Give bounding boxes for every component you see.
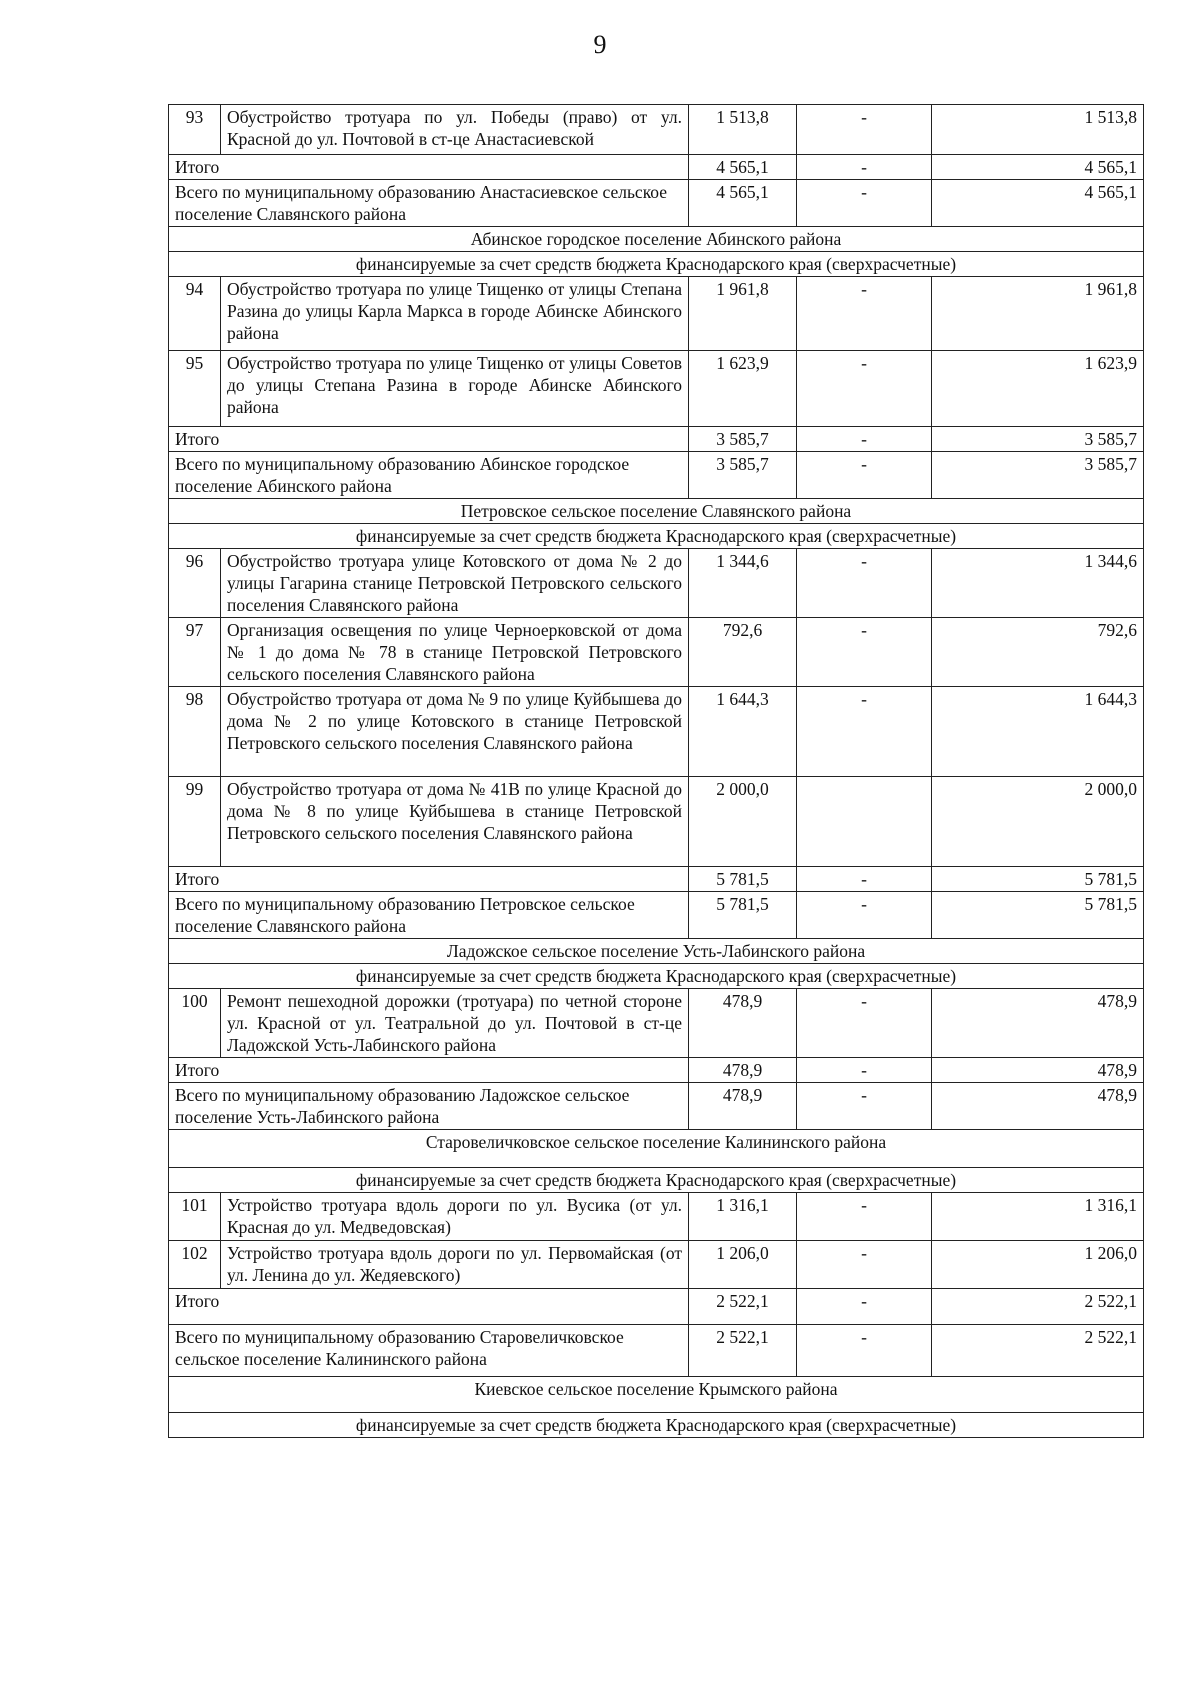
budget-table-body [169,105,1144,1438]
total-amount-second: - [797,1325,932,1377]
item-description: Обустройство тротуара улице Котовского от дома № 2 до улицы Гагарина станице Петровской Петровского сельского поселения Славянского района [221,549,689,618]
section-title: Абинское городское поселение Абинского района [169,227,1144,252]
total-amount-total: 478,9 [932,1083,1144,1130]
item-number: 95 [169,351,221,427]
item-amount-total: 1 206,0 [932,1241,1144,1289]
total-amount: 2 522,1 [689,1289,797,1325]
item-row [169,277,1144,351]
item-amount-second: - [797,687,932,777]
total-amount: 2 522,1 [689,1325,797,1377]
item-amount-second: - [797,1241,932,1289]
item-amount-total: 792,6 [932,618,1144,687]
item-description: Обустройство тротуара по улице Тищенко от улицы Степана Разина до улицы Карла Маркса в городе Абинске Абинского района [221,277,689,351]
total-amount-total: 2 522,1 [932,1289,1144,1325]
total-label: Всего по муниципальному образованию Старовеличковское сельское поселение Калининского района [169,1325,689,1377]
section-row [169,1130,1144,1168]
item-number: 94 [169,277,221,351]
item-number: 100 [169,989,221,1058]
section-row [169,939,1144,964]
total-amount-second: - [797,427,932,452]
total-amount-second: - [797,1058,932,1083]
item-amount-second: - [797,105,932,155]
item-amount-second: - [797,618,932,687]
total-row [169,1083,1144,1130]
item-amount-second: - [797,277,932,351]
total-amount-total: 4 565,1 [932,180,1144,227]
page-number: 9 [593,30,607,59]
total-amount: 3 585,7 [689,427,797,452]
total-label: Всего по муниципальному образованию Ладожское сельское поселение Усть-Лабинского района [169,1083,689,1130]
total-row [169,892,1144,939]
subsection-row [169,1168,1144,1193]
total-amount: 5 781,5 [689,867,797,892]
total-amount-total: 4 565,1 [932,155,1144,180]
item-description: Ремонт пешеходной дорожки (тротуара) по четной стороне ул. Красной от ул. Театральной до ул. Почтовой в ст-це Ладожской Усть-Лабинского района [221,989,689,1058]
total-amount-second: - [797,452,932,499]
item-description: Обустройство тротуара от дома № 9 по улице Куйбышева до дома № 2 по улице Котовского в станице Петровской Петровского сельского поселения Славянского района [221,687,689,777]
item-row [169,618,1144,687]
funding-source-title: финансируемые за счет средств бюджета Краснодарского края (сверхрасчетные) [169,252,1144,277]
section-title: Киевское сельское поселение Крымского района [169,1377,1144,1413]
item-row [169,105,1144,155]
total-amount: 4 565,1 [689,155,797,180]
item-description: Устройство тротуара вдоль дороги по ул. Первомайская (от ул. Ленина до ул. Жедяевского) [221,1241,689,1289]
item-amount-second: - [797,351,932,427]
item-amount: 478,9 [689,989,797,1058]
total-row [169,1325,1144,1377]
section-row [169,1377,1144,1413]
total-amount-total: 2 522,1 [932,1325,1144,1377]
total-amount: 478,9 [689,1083,797,1130]
total-label: Всего по муниципальному образованию Анастасиевское сельское поселение Славянского района [169,180,689,227]
total-label: Итого [169,867,689,892]
total-row [169,1289,1144,1325]
item-amount-total: 1 644,3 [932,687,1144,777]
funding-source-title: финансируемые за счет средств бюджета Краснодарского края (сверхрасчетные) [169,964,1144,989]
funding-source-title: финансируемые за счет средств бюджета Краснодарского края (сверхрасчетные) [169,1413,1144,1438]
total-amount-total: 478,9 [932,1058,1144,1083]
item-amount: 1 961,8 [689,277,797,351]
total-amount-second: - [797,892,932,939]
item-amount-total: 1 623,9 [932,351,1144,427]
total-amount: 3 585,7 [689,452,797,499]
section-row [169,227,1144,252]
item-amount: 1 513,8 [689,105,797,155]
item-number: 93 [169,105,221,155]
item-amount: 1 644,3 [689,687,797,777]
item-number: 97 [169,618,221,687]
total-amount-second: - [797,1289,932,1325]
item-amount-total: 1 344,6 [932,549,1144,618]
section-title: Ладожское сельское поселение Усть-Лабинского района [169,939,1144,964]
total-amount-second: - [797,155,932,180]
total-amount: 478,9 [689,1058,797,1083]
subsection-row [169,964,1144,989]
item-number: 102 [169,1241,221,1289]
item-amount-second: - [797,989,932,1058]
item-amount: 1 206,0 [689,1241,797,1289]
item-description: Устройство тротуара вдоль дороги по ул. Вусика (от ул. Красная до ул. Медведовская) [221,1193,689,1241]
total-row [169,427,1144,452]
funding-source-title: финансируемые за счет средств бюджета Краснодарского края (сверхрасчетные) [169,524,1144,549]
item-number: 99 [169,777,221,867]
item-amount: 1 623,9 [689,351,797,427]
item-row [169,1241,1144,1289]
total-amount-total: 5 781,5 [932,892,1144,939]
total-label: Всего по муниципальному образованию Абинское городское поселение Абинского района [169,452,689,499]
item-number: 96 [169,549,221,618]
item-description: Обустройство тротуара по ул. Победы (право) от ул. Красной до ул. Почтовой в ст-це Анастасиевской [221,105,689,155]
subsection-row [169,1413,1144,1438]
section-title: Петровское сельское поселение Славянского района [169,499,1144,524]
item-amount-total: 2 000,0 [932,777,1144,867]
item-description: Организация освещения по улице Черноерковской от дома № 1 до дома № 78 в станице Петровской Петровского сельского поселения Славянского района [221,618,689,687]
item-row [169,351,1144,427]
total-row [169,452,1144,499]
total-amount-total: 5 781,5 [932,867,1144,892]
total-row [169,1058,1144,1083]
item-amount-total: 1 316,1 [932,1193,1144,1241]
subsection-row [169,524,1144,549]
item-description: Обустройство тротуара от дома № 41В по улице Красной до дома № 8 по улице Куйбышева в станице Петровской Петровского сельского поселения Славянского района [221,777,689,867]
budget-table [168,104,1144,1438]
section-row [169,499,1144,524]
total-row [169,867,1144,892]
item-amount-total: 478,9 [932,989,1144,1058]
item-amount-second: - [797,1193,932,1241]
item-amount: 2 000,0 [689,777,797,867]
subsection-row [169,252,1144,277]
item-amount-second [797,777,932,867]
funding-source-title: финансируемые за счет средств бюджета Краснодарского края (сверхрасчетные) [169,1168,1144,1193]
total-amount: 5 781,5 [689,892,797,939]
total-label: Итого [169,1058,689,1083]
total-amount: 4 565,1 [689,180,797,227]
item-row [169,549,1144,618]
item-amount-second: - [797,549,932,618]
total-amount-second: - [797,180,932,227]
item-amount: 1 344,6 [689,549,797,618]
item-amount: 1 316,1 [689,1193,797,1241]
total-label: Итого [169,1289,689,1325]
section-title: Старовеличковское сельское поселение Калининского района [169,1130,1144,1168]
total-row [169,155,1144,180]
item-number: 98 [169,687,221,777]
item-row [169,989,1144,1058]
total-label: Итого [169,427,689,452]
total-label: Итого [169,155,689,180]
item-row [169,687,1144,777]
item-number: 101 [169,1193,221,1241]
total-amount-total: 3 585,7 [932,452,1144,499]
item-amount: 792,6 [689,618,797,687]
total-amount-total: 3 585,7 [932,427,1144,452]
item-amount-total: 1 961,8 [932,277,1144,351]
total-amount-second: - [797,867,932,892]
total-amount-second: - [797,1083,932,1130]
item-row [169,777,1144,867]
item-row [169,1193,1144,1241]
total-label: Всего по муниципальному образованию Петровское сельское поселение Славянского района [169,892,689,939]
item-amount-total: 1 513,8 [932,105,1144,155]
total-row [169,180,1144,227]
item-description: Обустройство тротуара по улице Тищенко от улицы Советов до улицы Степана Разина в городе Абинске Абинского района [221,351,689,427]
